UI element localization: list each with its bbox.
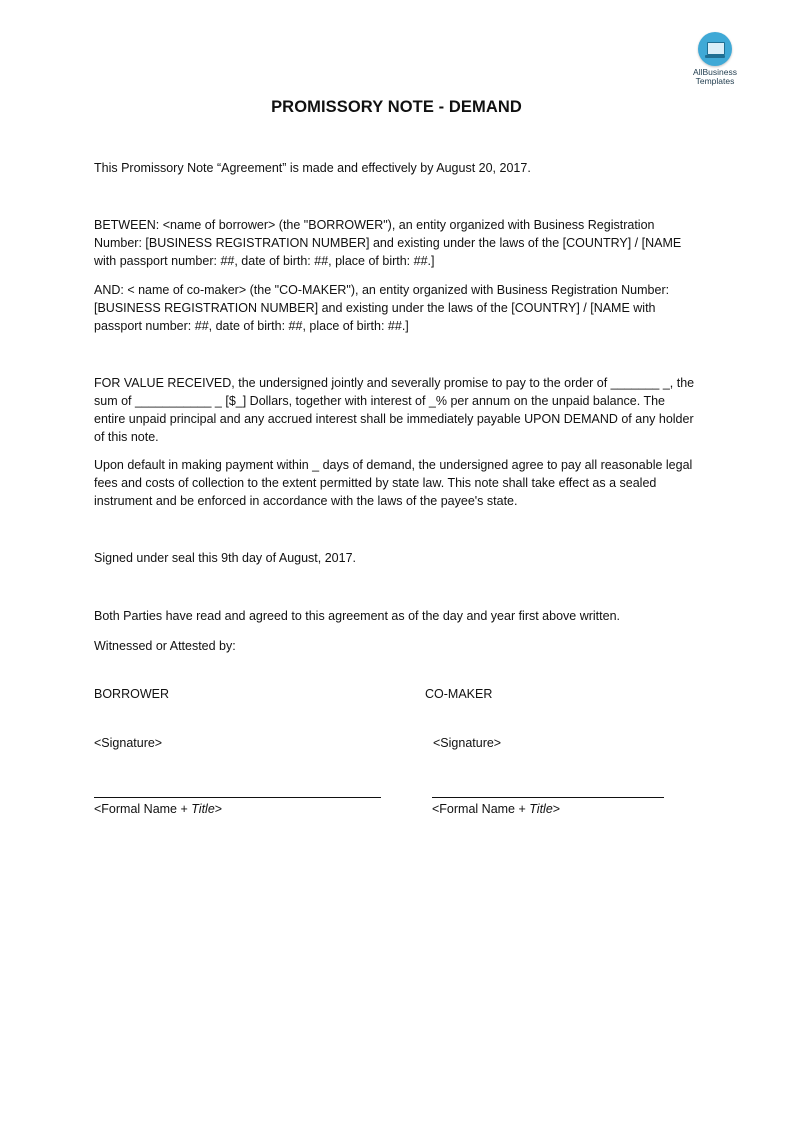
allbusiness-logo <box>686 32 744 86</box>
borrower-name-suffix: > <box>214 802 223 816</box>
borrower-name-title: Title <box>191 802 215 816</box>
intro-paragraph: This Promissory Note “Agreement” is made and effectively by August 20, 2017. <box>94 161 531 175</box>
borrower-signature-line <box>94 797 381 798</box>
borrower-label: BORROWER <box>94 687 169 701</box>
comaker-signature-placeholder: <Signature> <box>433 736 502 750</box>
logo-text <box>686 68 744 86</box>
borrower-name-prefix: <Formal Name + <box>94 802 192 816</box>
comaker-label: CO-MAKER <box>425 687 493 701</box>
default-paragraph: Upon default in making payment within _ days of demand, the undersigned agree to pay all reasonable legal fees and costs of collection to the extent permitted by state law. This note shall take effect as a sealed instrument and be enforced in accordance with the laws of the payee's state. <box>94 458 693 508</box>
logo-line-1: AllBusiness <box>693 67 737 77</box>
comaker-name-suffix: > <box>552 802 561 816</box>
comaker-name-prefix: <Formal Name + <box>432 802 530 816</box>
comaker-formal-name <box>432 800 560 818</box>
witnessed-label: Witnessed or Attested by: <box>94 639 236 653</box>
document-title: PROMISSORY NOTE - DEMAND <box>271 98 522 116</box>
logo-line-2: Templates <box>695 76 735 86</box>
between-paragraph: BETWEEN: <name of borrower> (the "BORROWER"), an entity organized with Business Registration Number: [BUSINESS REGISTRATION NUMBER] and existing under the laws of the [COUNTRY] / [NAME with passport number: ##, date of birth: ##, place of birth: ##.] <box>94 218 682 268</box>
borrower-signature-placeholder: <Signature> <box>94 736 163 750</box>
signed-paragraph: Signed under seal this 9th day of August, 2017. <box>94 551 356 565</box>
value-received-paragraph: FOR VALUE RECEIVED, the undersigned jointly and severally promise to pay to the order of _______ _, the sum of ___________ _ [$_] Dollars, together with interest of _% per annum on the unpaid balance. The entire unpaid principal and any accrued interest shall be immediately payable UPON DEMAND of any holder of this note. <box>94 376 695 444</box>
and-paragraph: AND: < name of co-maker> (the "CO-MAKER"), an entity organized with Business Registration Number: [BUSINESS REGISTRATION NUMBER] and existing under the laws of the [COUNTRY] / [NAME with passport number: ##, date of birth: ##, place of birth: ##.] <box>94 283 670 333</box>
comaker-signature-line <box>432 797 664 798</box>
both-parties-paragraph: Both Parties have read and agreed to this agreement as of the day and year first above written. <box>94 609 621 623</box>
comaker-name-title: Title <box>529 802 553 816</box>
borrower-formal-name <box>94 800 222 818</box>
laptop-icon <box>698 32 732 66</box>
